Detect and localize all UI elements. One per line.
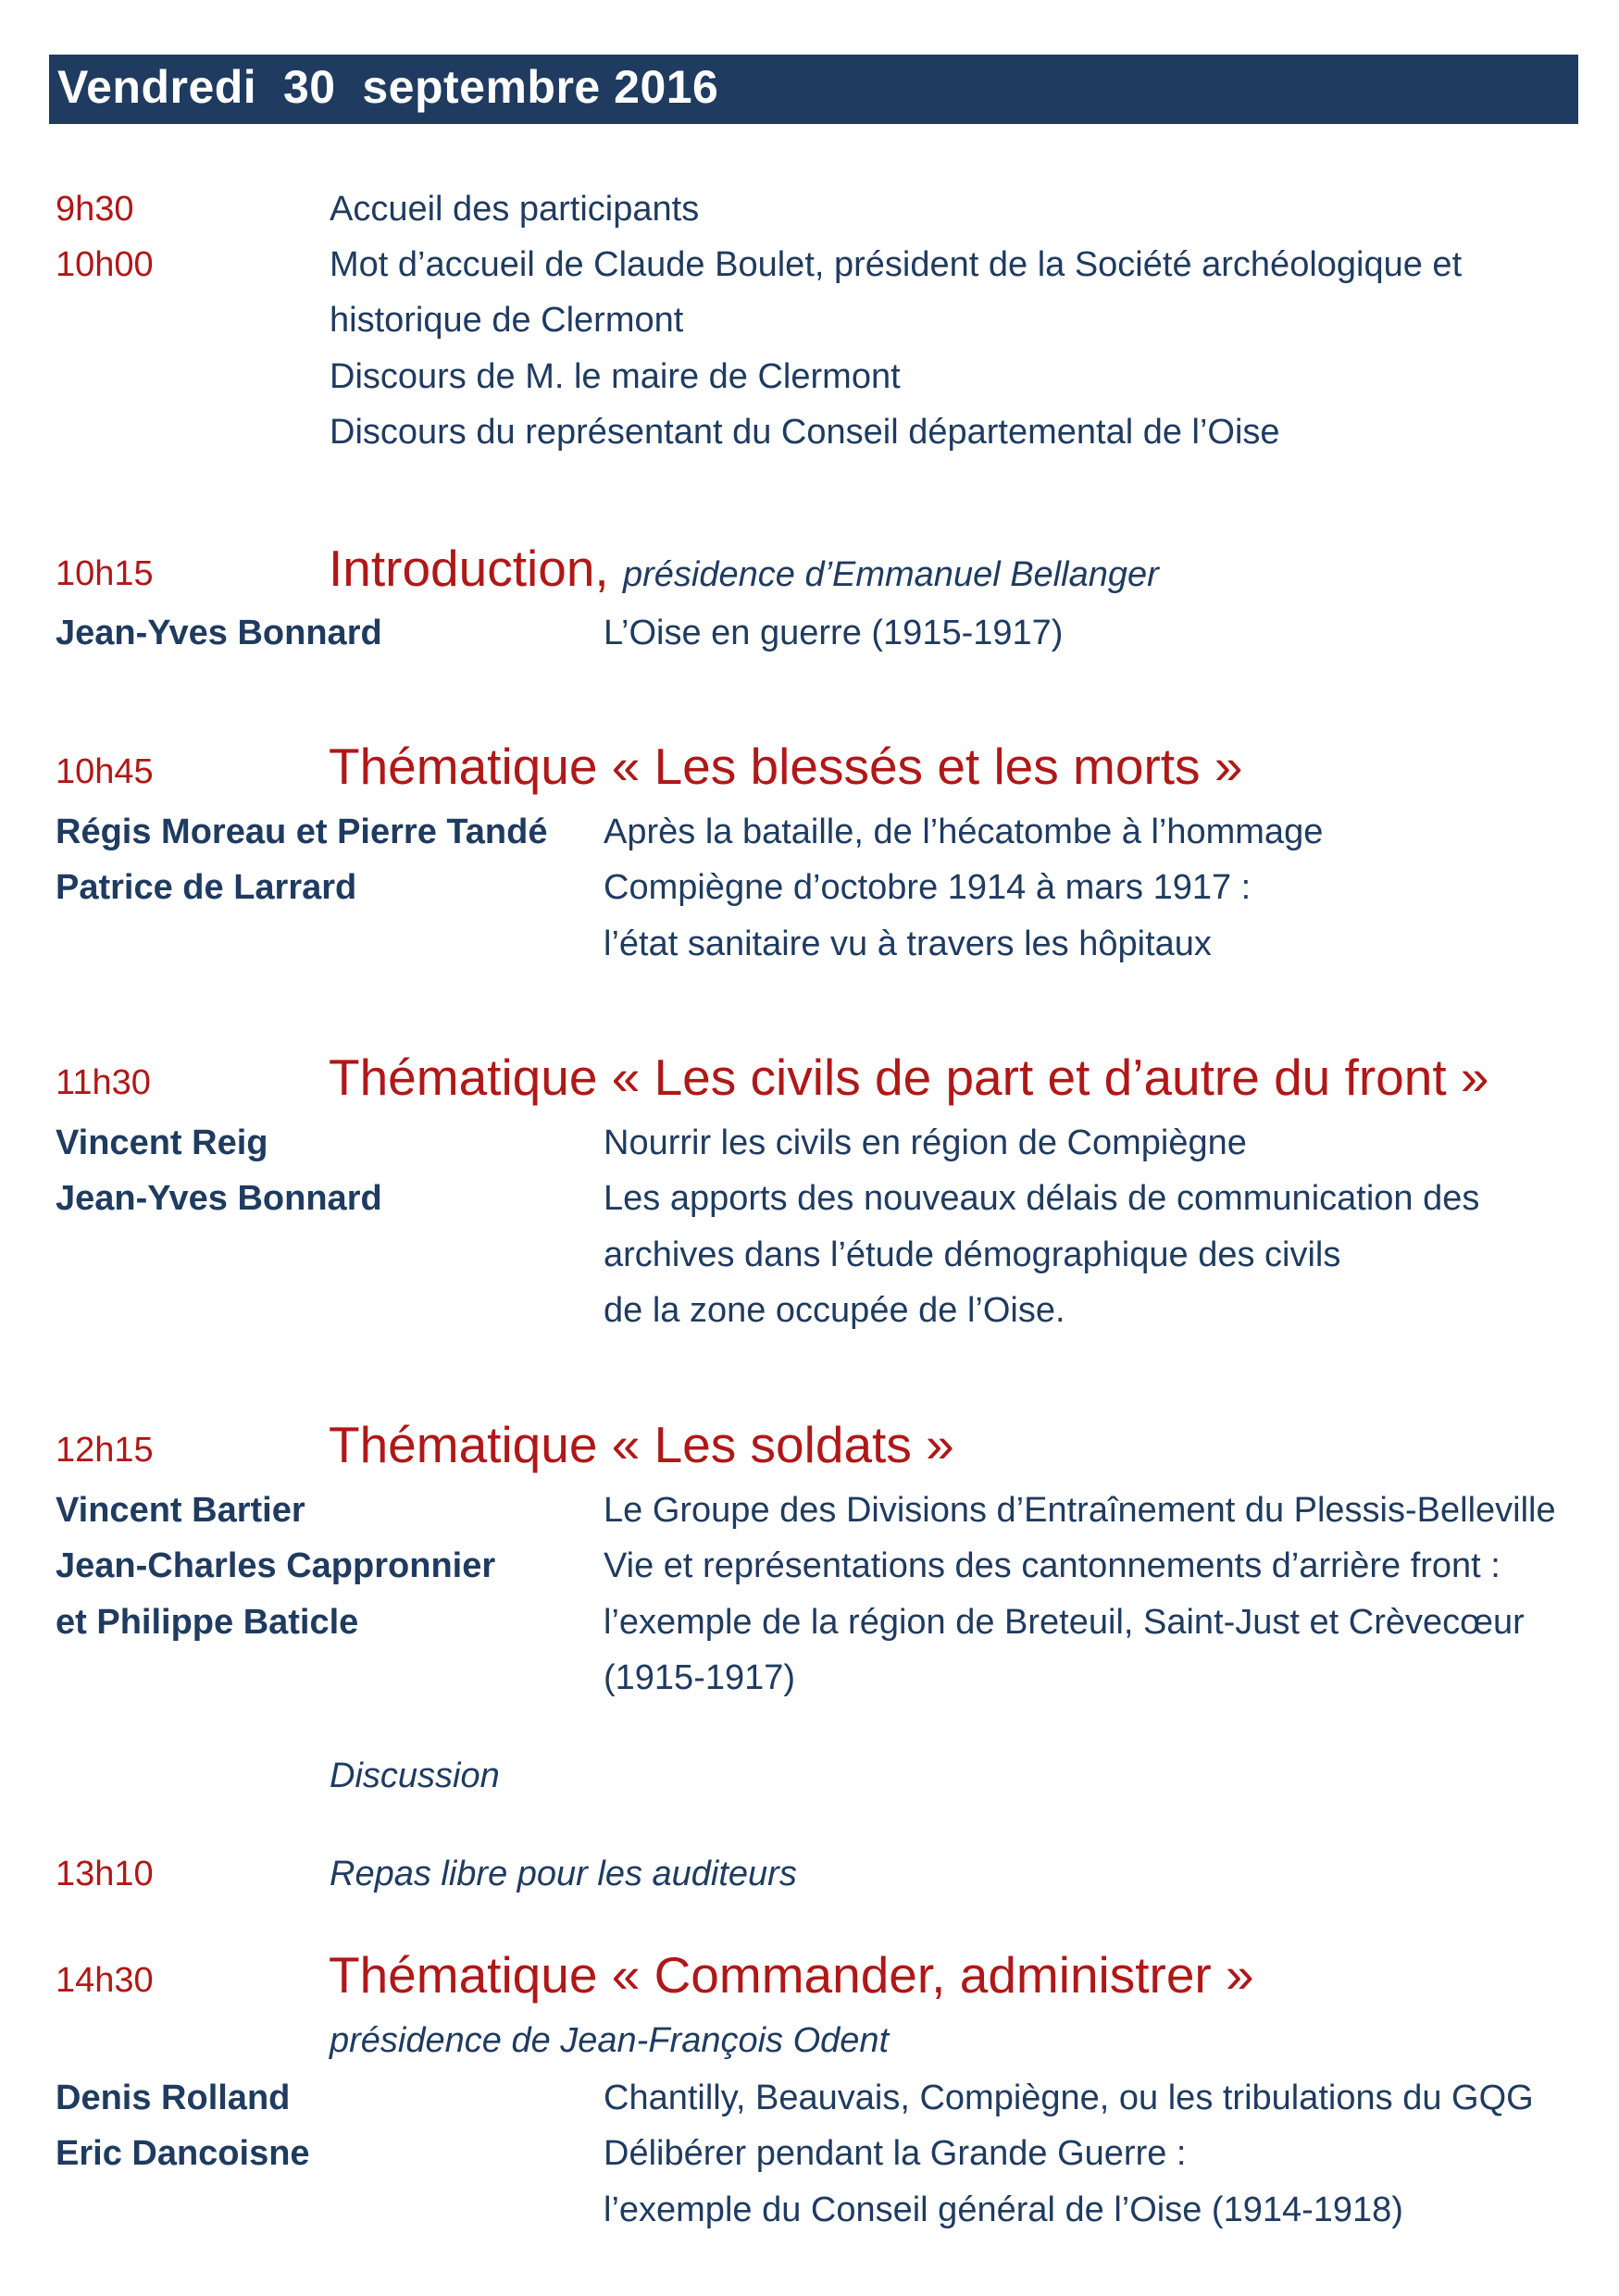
talk-title: l’état sanitaire vu à travers les hôpitaux — [604, 925, 1212, 963]
time-label: 10h15 — [56, 554, 154, 593]
time-label: 10h00 — [56, 245, 154, 284]
talk-title: Délibérer pendant la Grande Guerre : — [604, 2134, 1187, 2173]
session-title: Thématique « Les civils de part et d’autre du front » — [329, 1049, 1489, 1106]
session-title-text: Introduction, — [329, 540, 609, 597]
talk-title: Compiègne d’octobre 1914 à mars 1917 : — [604, 868, 1252, 907]
talk-title: archives dans l’étude démographique des civils — [604, 1235, 1341, 1274]
speaker-name: Jean-Yves Bonnard — [56, 614, 382, 652]
session-title: Thématique « Les soldats » — [329, 1416, 954, 1473]
speaker-name: et Philippe Baticle — [56, 1603, 359, 1642]
time-label: 11h30 — [56, 1063, 151, 1102]
talk-title: Après la bataille, de l’hécatombe à l’hommage — [604, 813, 1324, 851]
lunch-note: Repas libre pour les auditeurs — [330, 1855, 797, 1893]
program-line: Discours de M. le maire de Clermont — [330, 357, 901, 396]
speaker-name: Vincent Bartier — [56, 1491, 305, 1530]
session-chair: présidence de Jean-François Odent — [330, 2021, 890, 2060]
talk-title: L’Oise en guerre (1915-1917) — [604, 614, 1064, 652]
speaker-name: Régis Moreau et Pierre Tandé — [56, 813, 548, 851]
time-label: 12h15 — [56, 1431, 154, 1470]
speaker-name: Jean-Charles Cappronnier — [56, 1546, 496, 1585]
speaker-name: Vincent Reig — [56, 1123, 268, 1162]
talk-title: Nourrir les civils en région de Compiègne — [604, 1123, 1247, 1162]
program-line: Accueil des participants — [330, 190, 700, 229]
discussion-label: Discussion — [330, 1756, 500, 1795]
session-title: Thématique « Commander, administrer » — [329, 1946, 1254, 2004]
talk-title: l’exemple de la région de Breteuil, Saint-Just et Crèvecœur — [604, 1603, 1525, 1642]
program-line: historique de Clermont — [330, 301, 684, 340]
speaker-name: Eric Dancoisne — [56, 2134, 310, 2173]
talk-title: Le Groupe des Divisions d’Entraînement du Plessis-Belleville — [604, 1491, 1556, 1530]
time-label: 14h30 — [56, 1961, 154, 2000]
session-chair: présidence d’Emmanuel Bellanger — [622, 555, 1159, 594]
talk-title: l’exemple du Conseil général de l’Oise (1914-1918) — [604, 2191, 1403, 2229]
talk-title: Chantilly, Beauvais, Compiègne, ou les tribulations du GQG — [604, 2079, 1534, 2117]
time-label: 10h45 — [56, 752, 154, 791]
talk-title: Vie et représentations des cantonnements d’arrière front : — [604, 1546, 1501, 1585]
talk-title: Les apports des nouveaux délais de communication des — [604, 1179, 1480, 1218]
program-line: Mot d’accueil de Claude Boulet, président de la Société archéologique et — [330, 245, 1463, 284]
session-title — [329, 540, 1159, 597]
speaker-name: Denis Rolland — [56, 2079, 291, 2117]
time-label: 13h10 — [56, 1855, 154, 1893]
talk-title: (1915-1917) — [604, 1658, 796, 1697]
program-line: Discours du représentant du Conseil départemental de l’Oise — [330, 413, 1280, 452]
talk-title: de la zone occupée de l’Oise. — [604, 1291, 1065, 1330]
session-title: Thématique « Les blessés et les morts » — [329, 738, 1243, 795]
speaker-name: Patrice de Larrard — [56, 868, 357, 907]
page-title: Vendredi 30 septembre 2016 — [57, 61, 719, 113]
time-label: 9h30 — [56, 190, 134, 229]
speaker-name: Jean-Yves Bonnard — [56, 1179, 382, 1218]
